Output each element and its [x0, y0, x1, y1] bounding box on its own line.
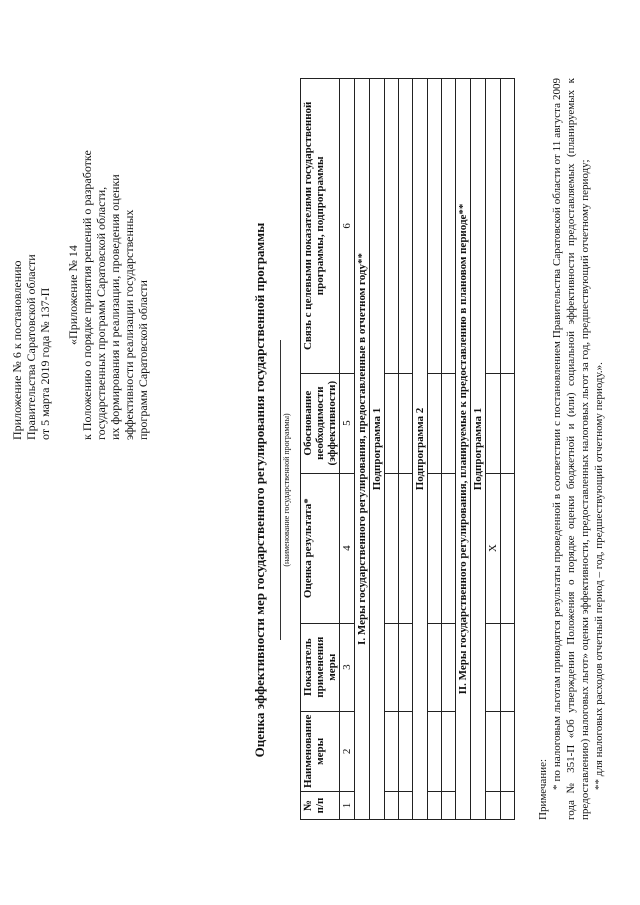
- empty-cell: [428, 623, 442, 711]
- empty-cell: [385, 623, 399, 711]
- header-cell: № п/п: [301, 792, 340, 820]
- header-cell: Показатель применения меры: [301, 623, 340, 711]
- appendix-line: Приложение № 6 к постановлению: [10, 260, 24, 440]
- program-name-line: [280, 340, 281, 640]
- table-row: [442, 79, 456, 820]
- empty-cell: [501, 373, 515, 473]
- header-cell: Оценка результата*: [301, 473, 340, 623]
- empty-cell: [486, 792, 501, 820]
- empty-cell: [428, 473, 442, 623]
- appendix-14-line: эффективности реализации государственных: [122, 209, 136, 440]
- table-row: [399, 79, 413, 820]
- column-number: 3: [340, 623, 355, 711]
- subprogram-title: Подпрограмма 2: [413, 79, 428, 820]
- empty-cell: [442, 623, 456, 711]
- empty-cell: [385, 79, 399, 374]
- table-header-row: [301, 79, 340, 820]
- column-number: 4: [340, 473, 355, 623]
- empty-cell: [486, 79, 501, 374]
- empty-cell: [385, 792, 399, 820]
- empty-cell: [501, 711, 515, 791]
- empty-cell: [399, 623, 413, 711]
- subprogram-title: Подпрограмма 1: [370, 79, 385, 820]
- appendix-14-line: программ Саратовской области: [136, 280, 150, 440]
- document-title: Оценка эффективности мер государственного регулирования государственной программы: [252, 222, 267, 758]
- header-cell: Обоснование необходимости (эффективности): [301, 373, 340, 473]
- table-row: [501, 79, 515, 820]
- header-cell: Наименование меры: [301, 711, 340, 791]
- table-row: [486, 79, 501, 820]
- appendix-14-line: их формирования и реализации, проведения оценки: [108, 174, 122, 440]
- empty-cell: [428, 792, 442, 820]
- section-row: [355, 79, 370, 820]
- empty-cell: [399, 473, 413, 623]
- subprogram-row: [370, 79, 385, 820]
- rotated-page: [4, 30, 634, 890]
- appendix-line: от 5 марта 2019 года № 137-П: [38, 287, 52, 440]
- empty-cell: [501, 79, 515, 374]
- note-one: * по налоговым льготам приводятся результаты проведенной в соответствии с постановлением Правительства Саратовской области от 11 августа 2009 года № 351-П «Об утверждении Положения о порядке оценки бюджетной и (или) социальной эффективности предоставляемых (планируемых к предоставлению) налоговых льгот» оценки эффективности, предоставленных налоговых льгот за год, предшествующий отчетному периоду;: [551, 78, 591, 820]
- program-name-caption: (наименование государственной программы): [282, 413, 291, 567]
- subprogram-row: [413, 79, 428, 820]
- appendix-14-header: [66, 80, 150, 440]
- header-cell: Связь с целевыми показателями государственной программы, подпрограммы: [301, 79, 340, 374]
- column-number: 1: [340, 792, 355, 820]
- empty-cell: [486, 623, 501, 711]
- section-title: II. Меры государственного регулирования, планируемые к предоставлению в плановом периоде**: [456, 79, 471, 820]
- empty-cell: [385, 373, 399, 473]
- empty-cell: [501, 792, 515, 820]
- table-row: [385, 79, 399, 820]
- notes-heading: Примечание:: [537, 758, 549, 820]
- empty-cell: [501, 473, 515, 623]
- notes-block: [536, 78, 606, 820]
- table-row: [428, 79, 442, 820]
- column-number: 6: [340, 79, 355, 374]
- x-mark-cell: X: [486, 473, 501, 623]
- empty-cell: [399, 79, 413, 374]
- empty-cell: [428, 711, 442, 791]
- empty-cell: [399, 711, 413, 791]
- empty-cell: [486, 711, 501, 791]
- subprogram-title: Подпрограмма 1: [471, 79, 486, 820]
- column-number-row: [340, 79, 355, 820]
- empty-cell: [486, 373, 501, 473]
- appendix-header: [10, 254, 52, 440]
- empty-cell: [501, 623, 515, 711]
- appendix-14-title: «Приложение № 14: [66, 245, 80, 345]
- empty-cell: [428, 373, 442, 473]
- note-two: ** для налоговых расходов отчетный период – год, предшествующий отчетному периоду.».: [593, 362, 605, 790]
- empty-cell: [442, 473, 456, 623]
- section-row: [456, 79, 471, 820]
- empty-cell: [442, 373, 456, 473]
- empty-cell: [442, 79, 456, 374]
- empty-cell: [442, 711, 456, 791]
- column-number: 5: [340, 373, 355, 473]
- empty-cell: [442, 792, 456, 820]
- appendix-line: Правительства Саратовской области: [24, 254, 38, 440]
- column-number: 2: [340, 711, 355, 791]
- appendix-14-line: государственных программ Саратовской области,: [94, 186, 108, 440]
- measures-table: [300, 78, 515, 820]
- empty-cell: [399, 373, 413, 473]
- section-title: I. Меры государственного регулирования, предоставленные в отчетном году**: [355, 79, 370, 820]
- empty-cell: [385, 473, 399, 623]
- empty-cell: [399, 792, 413, 820]
- empty-cell: [385, 711, 399, 791]
- empty-cell: [428, 79, 442, 374]
- subprogram-row: [471, 79, 486, 820]
- appendix-14-line: к Положению о порядке принятия решений о разработке: [80, 150, 94, 440]
